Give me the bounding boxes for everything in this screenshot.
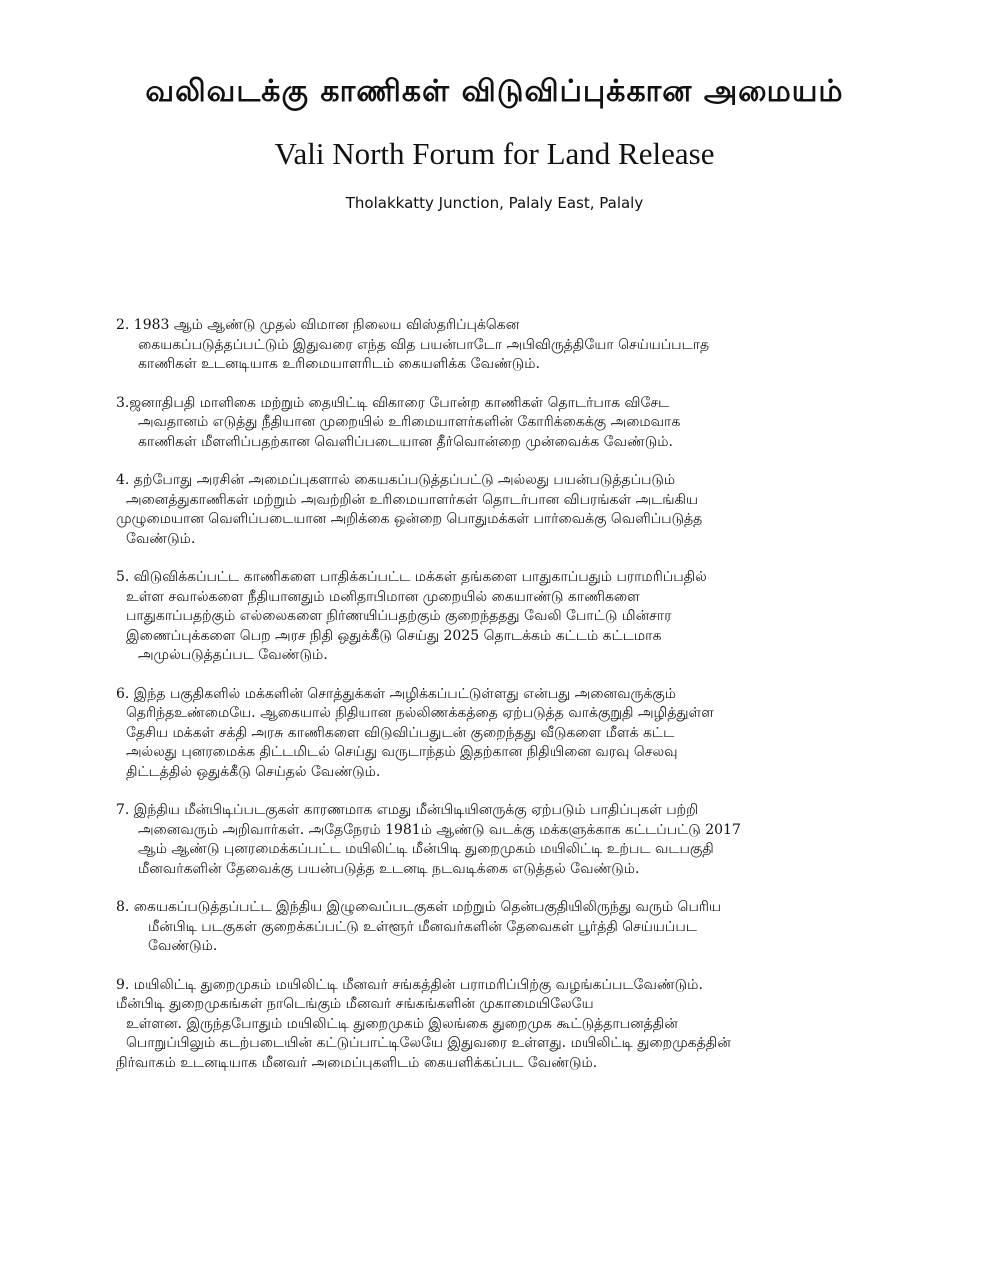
list-item (116, 801, 876, 879)
paragraph-line: நிர்வாகம் உடனடியாக மீனவர் அமைப்புகளிடம் கையளிக்கப்பட வேண்டும். (116, 1054, 598, 1071)
paragraph-line: தேசிய மக்கள் சக்தி அரசு காணிகளை விடுவிப்பதுடன் குறைந்தது வீடுகளை மீளக் கட்ட (126, 724, 675, 741)
paragraph-line: உள்ளன. இருந்தபோதும் மயிலிட்டி துறைமுகம் இலங்கை துறைமுக கூட்டுத்தாபனத்தின் (126, 1015, 678, 1032)
paragraph-line: அவதானம் எடுத்து நீதியான முறையில் உரிமையாளர்களின் கோரிக்கைக்கு அமைவாக (138, 414, 681, 430)
paragraph-line: 4. தற்போது அரசின் அமைப்புகளால் கையகப்படுத்தப்பட்டு அல்லது பயன்படுத்தப்படும் (116, 472, 676, 488)
paragraph-line: கையகப்படுத்தப்பட்டும் இதுவரை எந்த வித பயன்பாடோ அபிவிருத்தியோ செய்யப்படாத (138, 336, 710, 353)
paragraph-line: முழுமையான வெளிப்படையான அறிக்கை ஒன்றை பொதுமக்கள் பார்வைக்கு வெளிப்படுத்த (116, 511, 703, 527)
paragraph-line: தெரிந்தஉண்மையே. ஆகையால் நிதியான நல்லிணக்கத்தை ஏற்படுத்த வாக்குறுதி அழித்துள்ள (126, 705, 714, 721)
paragraph-line: 3.ஜனாதிபதி மாளிகை மற்றும் தையிட்டி விகாரை போன்ற காணிகள் தொடர்பாக விசேட (116, 394, 670, 411)
list-item (116, 394, 876, 453)
paragraph-line: பாதுகாப்பதற்கும் எல்லைகளை நிர்ணயிப்பதற்கும் குறைந்ததது வேலி போட்டு மின்சார (126, 608, 672, 624)
document-body (116, 316, 876, 1073)
tamil-title: வலிவடக்கு காணிகள் விடுவிப்புக்கான அமையம் (145, 74, 844, 109)
paragraph-line: இணைப்புக்களை பெற அரச நிதி ஒதுக்கீடு செய்து 2025 தொடக்கம் கட்டம் கட்டமாக (126, 627, 662, 644)
list-item (116, 898, 876, 957)
paragraph-line: வேண்டும். (148, 938, 218, 954)
paragraph-line: மீன்பிடி துறைமுகங்கள் நாடெங்கும் மீனவர் சங்கங்களின் முகாமையிலேயே (116, 996, 594, 1012)
paragraph-line: பொறுப்பிலும் கடற்படையின் கட்டுப்பாட்டிலேயே இதுவரை உள்ளது. மயிலிட்டி துறைமுகத்தின் (126, 1035, 731, 1051)
paragraph-line: காணிகள் உடனடியாக உரிமையாளரிடம் கையளிக்க வேண்டும். (138, 356, 541, 372)
paragraph-line: மீனவர்களின் தேவைக்கு பயன்படுத்த உடனடி நடவடிக்கை எடுத்தல் வேண்டும். (138, 860, 640, 877)
paragraph-line: அமுல்படுத்தப்பட வேண்டும். (138, 647, 328, 663)
paragraph-line: ஆம் ஆண்டு புனரமைக்கப்பட்ட மயிலிட்டி மீன்பிடி துறைமுகம் மயிலிட்டி உற்பட வடபகுதி (138, 841, 714, 857)
paragraph-line: திட்டத்தில் ஒதுக்கீடு செய்தல் வேண்டும். (126, 763, 381, 780)
paragraph-line: 5. விடுவிக்கப்பட்ட காணிகளை பாதிக்கப்பட்ட மக்கள் தங்களை பாதுகாப்பதும் பராமரிப்பதில் (116, 569, 707, 585)
paragraph-line: காணிகள் மீளளிப்பதற்கான வெளிப்படையான தீர்வொன்றை முன்வைக்க வேண்டும். (138, 433, 674, 450)
paragraph-line: அனைத்துகாணிகள் மற்றும் அவற்றின் உரிமையாளர்கள் தொடர்பான விபரங்கள் அடங்கிய (126, 491, 699, 508)
paragraph-line: அல்லது புனரமைக்க திட்டமிடல் செய்து வருடாந்தம் இதற்கான நிதியினை வரவு செலவு (126, 744, 678, 760)
english-title: Vali North Forum for Land Release (274, 136, 715, 171)
list-item (116, 568, 876, 666)
paragraph-line: 8. கையகப்படுத்தப்பட்ட இந்திய இழுவைப்படகுகள் மற்றும் தென்பகுதியிலிருந்து வரும் பெரிய (116, 899, 721, 915)
paragraph-line: அனைவரும் அறிவார்கள். அதேநேரம் 1981ம் ஆண்டு வடக்கு மக்களுக்காக கட்டப்பட்டு 2017 (138, 821, 741, 838)
address: Tholakkatty Junction, Palaly East, Palaly (345, 194, 644, 212)
paragraph-line: வேண்டும். (126, 530, 196, 547)
paragraph-line: மீன்பிடி படகுகள் குறைக்கப்பட்டு உள்ளூர் மீனவர்களின் தேவைகள் பூர்த்தி செய்யப்பட (148, 918, 697, 935)
paragraph-line: 6. இந்த பகுதிகளில் மக்களின் சொத்துக்கள் அழிக்கப்பட்டுள்ளது என்பது அனைவருக்கும் (116, 685, 677, 702)
list-item (116, 471, 876, 549)
list-item (116, 685, 876, 783)
paragraph-line: உள்ள சவால்களை நீதியானதும் மனிதாபிமான முறையில் கையாண்டு காணிகளை (126, 588, 640, 605)
list-item (116, 316, 876, 375)
paragraph-line: 7. இந்திய மீன்பிடிப்படகுகள் காரணமாக எமது மீன்பிடியினருக்கு ஏற்படும் பாதிப்புகள் பற்றி (116, 802, 699, 818)
list-item (116, 976, 876, 1074)
paragraph-line: 9. மயிலிட்டி துறைமுகம் மயிலிட்டி மீனவர் சங்கத்தின் பராமரிப்பிற்கு வழங்கப்படவேண்டும். (116, 976, 703, 993)
paragraph-line: 2. 1983 ஆம் ஆண்டு முதல் விமான நிலைய விஸ்தரிப்புக்கென (116, 317, 520, 333)
